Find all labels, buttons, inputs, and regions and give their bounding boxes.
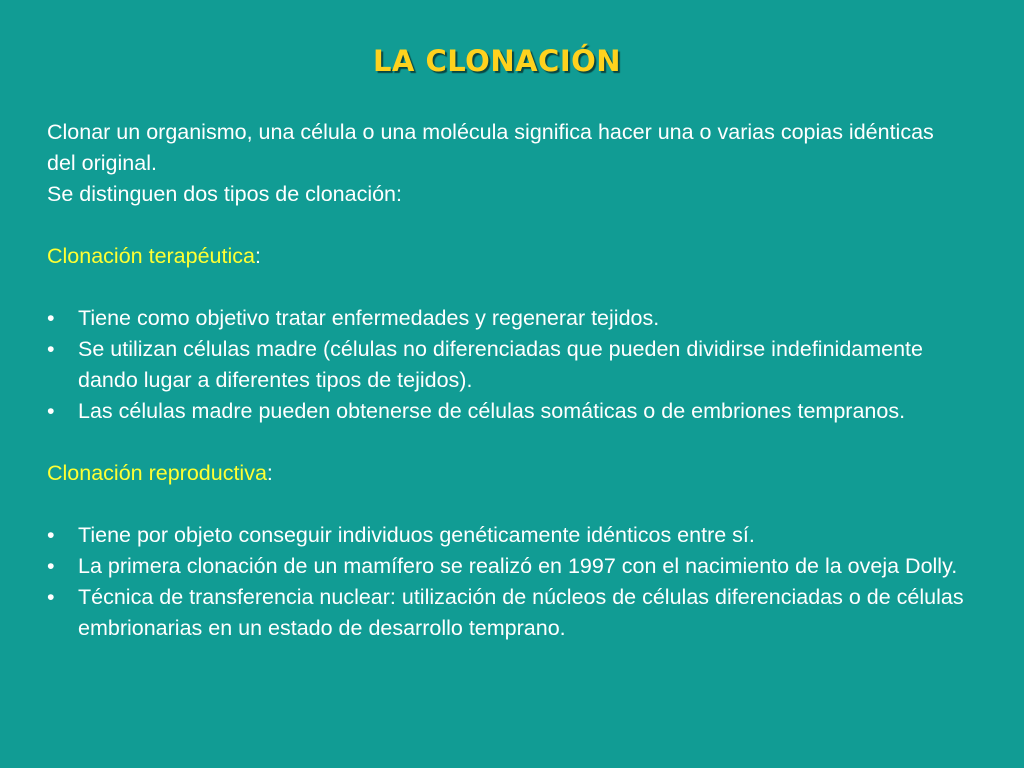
list-item-text: Tiene por objeto conseguir individuos genéticamente idénticos entre sí.: [78, 523, 755, 547]
section-heading-label: Clonación terapéutica: [47, 244, 255, 268]
bullet-icon: •: [47, 585, 55, 609]
spacer: [47, 210, 967, 241]
intro-types: Se distinguen dos tipos de clonación:: [47, 182, 402, 206]
therapeutic-list: [47, 303, 967, 427]
reproductive-list: [47, 520, 967, 644]
spacer: [47, 489, 967, 520]
section-heading-label: Clonación reproductiva: [47, 461, 267, 485]
slide-title: LA CLONACIÓN: [372, 44, 622, 78]
slide-content: [47, 117, 967, 644]
list-item-text: Técnica de transferencia nuclear: utilización de núcleos de células diferenciadas o de células embrionarias en un estado de desarrollo temprano.: [78, 585, 964, 640]
bullet-icon: •: [47, 337, 55, 361]
list-item: [47, 303, 967, 334]
section-heading-colon: :: [266, 461, 273, 485]
section-heading-therapeutic: [47, 241, 967, 272]
list-item: [47, 396, 967, 427]
bullet-icon: •: [47, 306, 55, 330]
spacer: [47, 272, 967, 303]
bullet-icon: •: [47, 523, 55, 547]
list-item: [47, 334, 967, 396]
intro-definition: Clonar un organismo, una célula o una molécula significa hacer una o varias copias idénticas del original.: [47, 120, 934, 175]
section-heading-reproductive: [47, 458, 967, 489]
list-item-text: Se utilizan células madre (células no diferenciadas que pueden dividirse indefinidamente dando lugar a diferentes tipos de tejidos).: [78, 337, 923, 392]
list-item-text: La primera clonación de un mamífero se realizó en 1997 con el nacimiento de la oveja Dolly.: [78, 554, 958, 578]
list-item: [47, 551, 967, 582]
spacer: [47, 427, 967, 458]
list-item-text: Las células madre pueden obtenerse de células somáticas o de embriones tempranos.: [78, 399, 906, 423]
bullet-icon: •: [47, 554, 55, 578]
list-item: [47, 520, 967, 551]
section-heading-colon: :: [254, 244, 261, 268]
list-item-text: Tiene como objetivo tratar enfermedades y regenerar tejidos.: [78, 306, 660, 330]
list-item: [47, 582, 967, 644]
bullet-icon: •: [47, 399, 55, 423]
